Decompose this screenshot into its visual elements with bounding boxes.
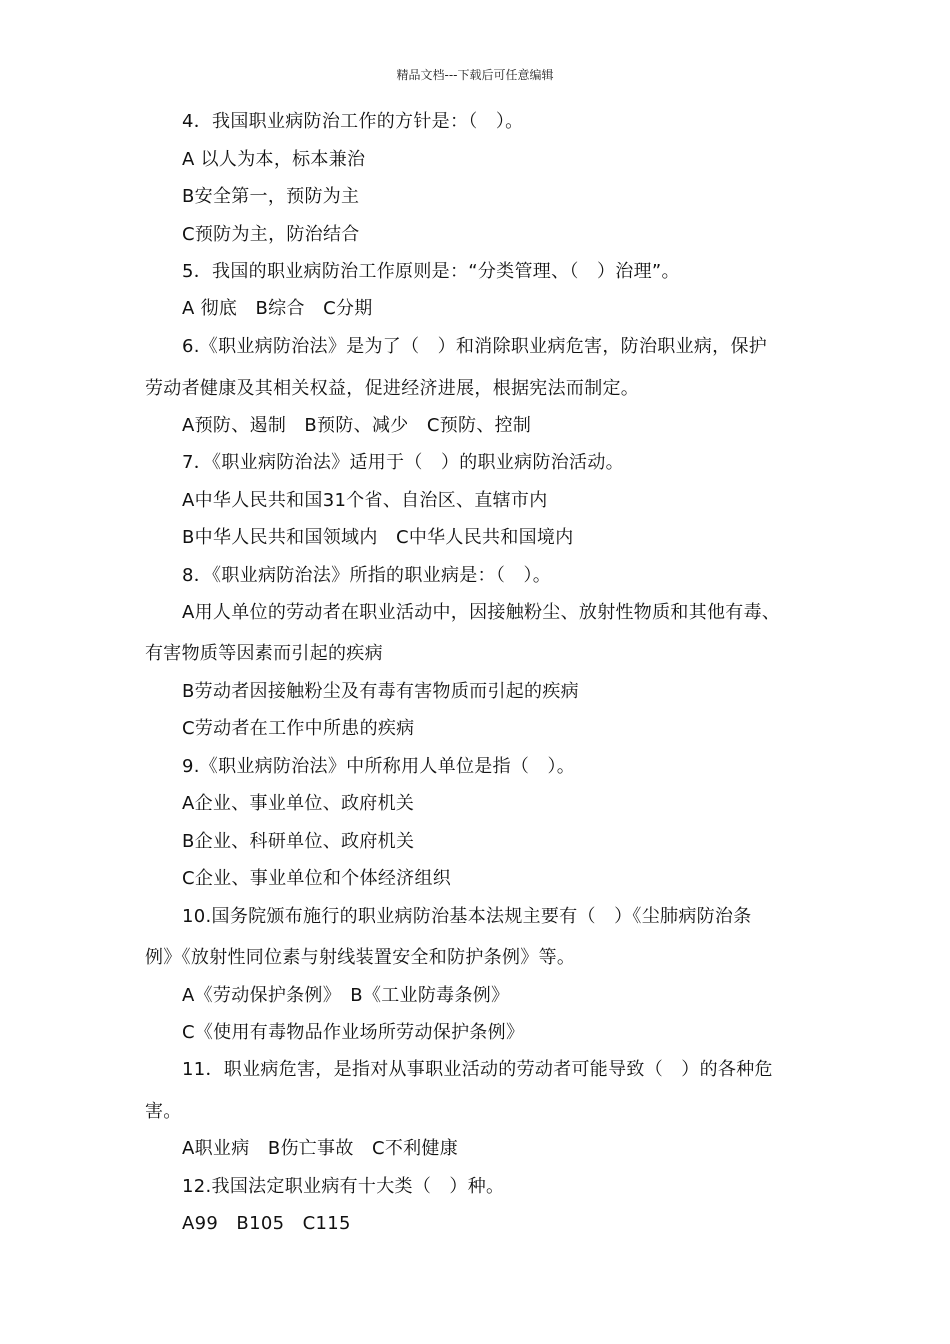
text-line: 12.我国法定职业病有十大类（ ）种。 xyxy=(182,1176,505,1197)
text-line: 10.国务院颁布施行的职业病防治基本法规主要有（ ）《尘肺病防治条 xyxy=(182,906,752,927)
text-line: A 以人为本，标本兼治 xyxy=(182,149,366,170)
text-line: 4．我国职业病防治工作的方针是：（ ）。 xyxy=(182,111,524,132)
text-line: C企业、事业单位和个体经济组织 xyxy=(182,868,452,889)
text-line: A用人单位的劳动者在职业活动中，因接触粉尘、放射性物质和其他有毒、 xyxy=(182,602,781,623)
page-header: 精品文档---下载后可任意编辑 xyxy=(396,68,554,82)
text-line: A预防、遏制 B预防、减少 C预防、控制 xyxy=(182,415,532,436)
text-line: A职业病 B伤亡事故 C不利健康 xyxy=(182,1138,459,1159)
text-line: B中华人民共和国领域内 C中华人民共和国境内 xyxy=(182,527,574,548)
text-line: 害。 xyxy=(145,1101,182,1122)
text-line: 6.《职业病防治法》是为了（ ）和消除职业病危害，防治职业病，保护 xyxy=(182,336,768,357)
text-line: C劳动者在工作中所患的疾病 xyxy=(182,718,415,739)
text-line: 8．《职业病防治法》所指的职业病是：（ ）。 xyxy=(182,565,552,586)
text-line: 7．《职业病防治法》适用于（ ）的职业病防治活动。 xyxy=(182,452,624,473)
text-line: 11．职业病危害，是指对从事职业活动的劳动者可能导致（ ）的各种危 xyxy=(182,1059,773,1080)
text-line: B劳动者因接触粉尘及有毒有害物质而引起的疾病 xyxy=(182,681,579,702)
text-line: A 彻底 B综合 C分期 xyxy=(182,298,373,319)
text-line: C预防为主，防治结合 xyxy=(182,224,360,245)
text-line: B安全第一，预防为主 xyxy=(182,186,360,207)
text-line: C《使用有毒物品作业场所劳动保护条例》 xyxy=(182,1022,525,1043)
text-line: B企业、科研单位、政府机关 xyxy=(182,831,415,852)
text-line: 例》《放射性同位素与射线装置安全和防护条例》等。 xyxy=(145,947,576,968)
text-line: A99 B105 C115 xyxy=(182,1213,351,1234)
text-line: A《劳动保护条例》 B《工业防毒条例》 xyxy=(182,985,510,1006)
text-line: 有害物质等因素而引起的疾病 xyxy=(145,643,383,664)
text-line: A企业、事业单位、政府机关 xyxy=(182,793,415,814)
text-line: 劳动者健康及其相关权益，促进经济进展，根据宪法而制定。 xyxy=(145,378,640,399)
text-line: 5．我国的职业病防治工作原则是：“分类管理、（ ）治理”。 xyxy=(182,261,680,282)
text-line: A中华人民共和国31个省、自治区、直辖市内 xyxy=(182,490,548,511)
text-line: 9.《职业病防治法》中所称用人单位是指（ ）。 xyxy=(182,756,576,777)
